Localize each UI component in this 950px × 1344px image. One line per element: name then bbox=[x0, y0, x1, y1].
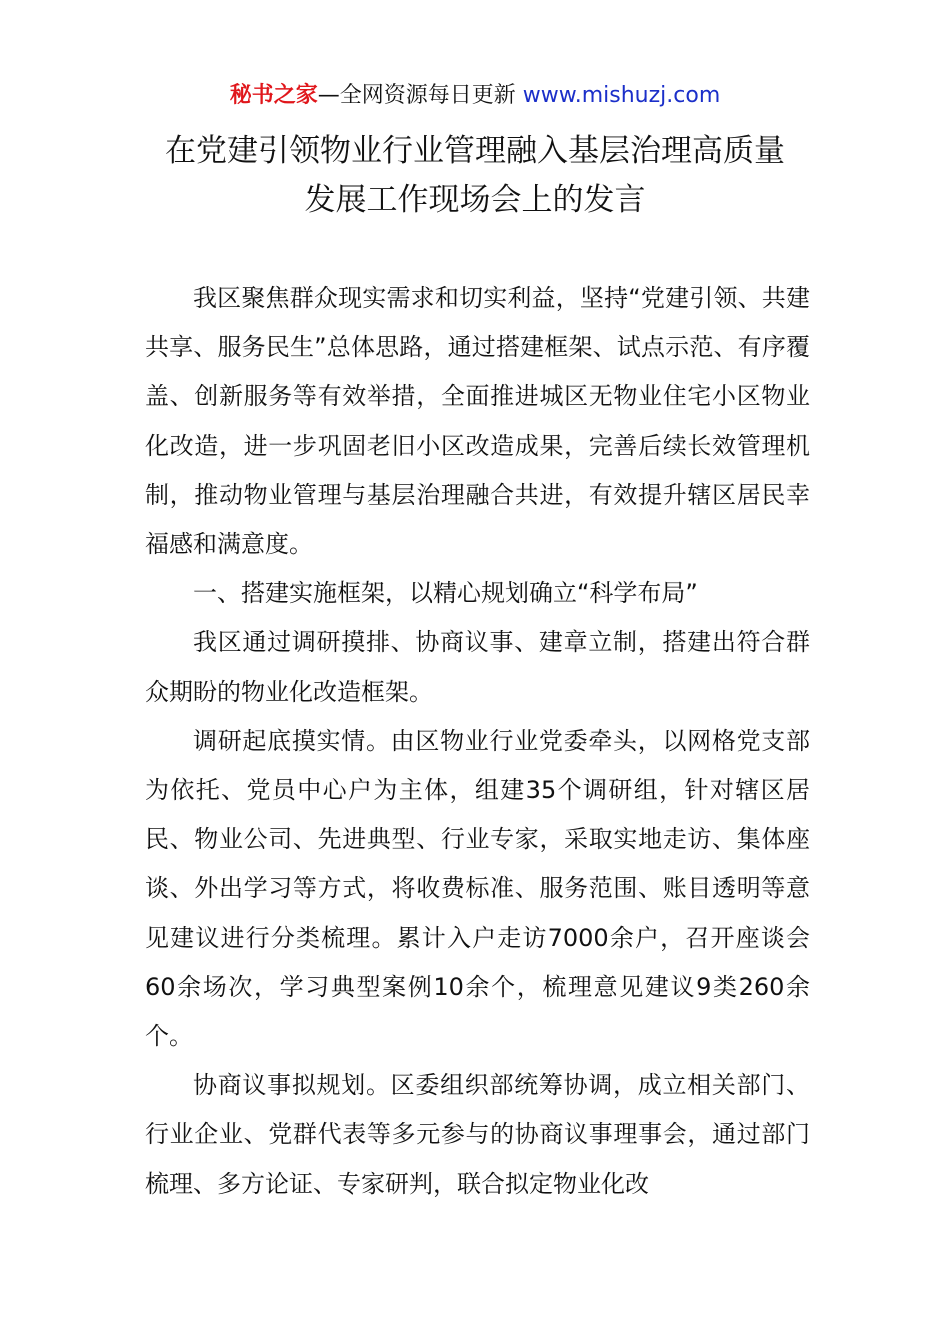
body-paragraph-overview: 我区通过调研摸排、协商议事、建章立制，搭建出符合群众期盼的物业化改造框架。 bbox=[145, 628, 810, 706]
site-url-link[interactable]: www.mishuzj.com bbox=[522, 83, 721, 108]
section-heading-1: 一、搭建实施框架，以精心规划确立“科学布局” bbox=[193, 579, 698, 608]
site-brand-name[interactable]: 秘书之家 bbox=[229, 83, 318, 108]
body-paragraph-research: 调研起底摸实情。由区物业行业党委牵头，以网格党支部为依托、党员中心户为主体，组建35个调研组，针对辖区居民、物业公司、先进典型、行业专家，采取实地走访、集体座谈、外出学习等方式，将收费标准、服务范围、账目透明等意见建议进行分类梳理。累计入户走访7000余户，召开座谈会60余场次，学习典型案例10余个，梳理意见建议9类260余个。 bbox=[145, 726, 810, 1051]
document-title-line-1: 在党建引领物业行业管理融入基层治理高质量 bbox=[165, 133, 785, 169]
body-paragraph-consultation: 协商议事拟规划。区委组织部统筹协调，成立相关部门、行业企业、党群代表等多元参与的协商议事理事会，通过部门梳理、多方论证、专家研判，联合拟定物业化改 bbox=[145, 1071, 810, 1198]
document-title-line-2: 发展工作现场会上的发言 bbox=[304, 182, 646, 218]
site-banner bbox=[0, 80, 950, 112]
site-tagline: —全网资源每日更新 bbox=[317, 83, 516, 108]
body-paragraph-intro: 我区聚焦群众现实需求和切实利益，坚持“党建引领、共建共享、服务民生”总体思路，通过搭建框架、试点示范、有序覆盖、创新服务等有效举措，全面推进城区无物业住宅小区物业化改造，进一步巩固老旧小区改造成果，完善后续长效管理机制，推动物业管理与基层治理融合共进，有效提升辖区居民幸福感和满意度。 bbox=[145, 284, 810, 559]
document-body bbox=[145, 274, 810, 1209]
document-title bbox=[0, 127, 950, 225]
